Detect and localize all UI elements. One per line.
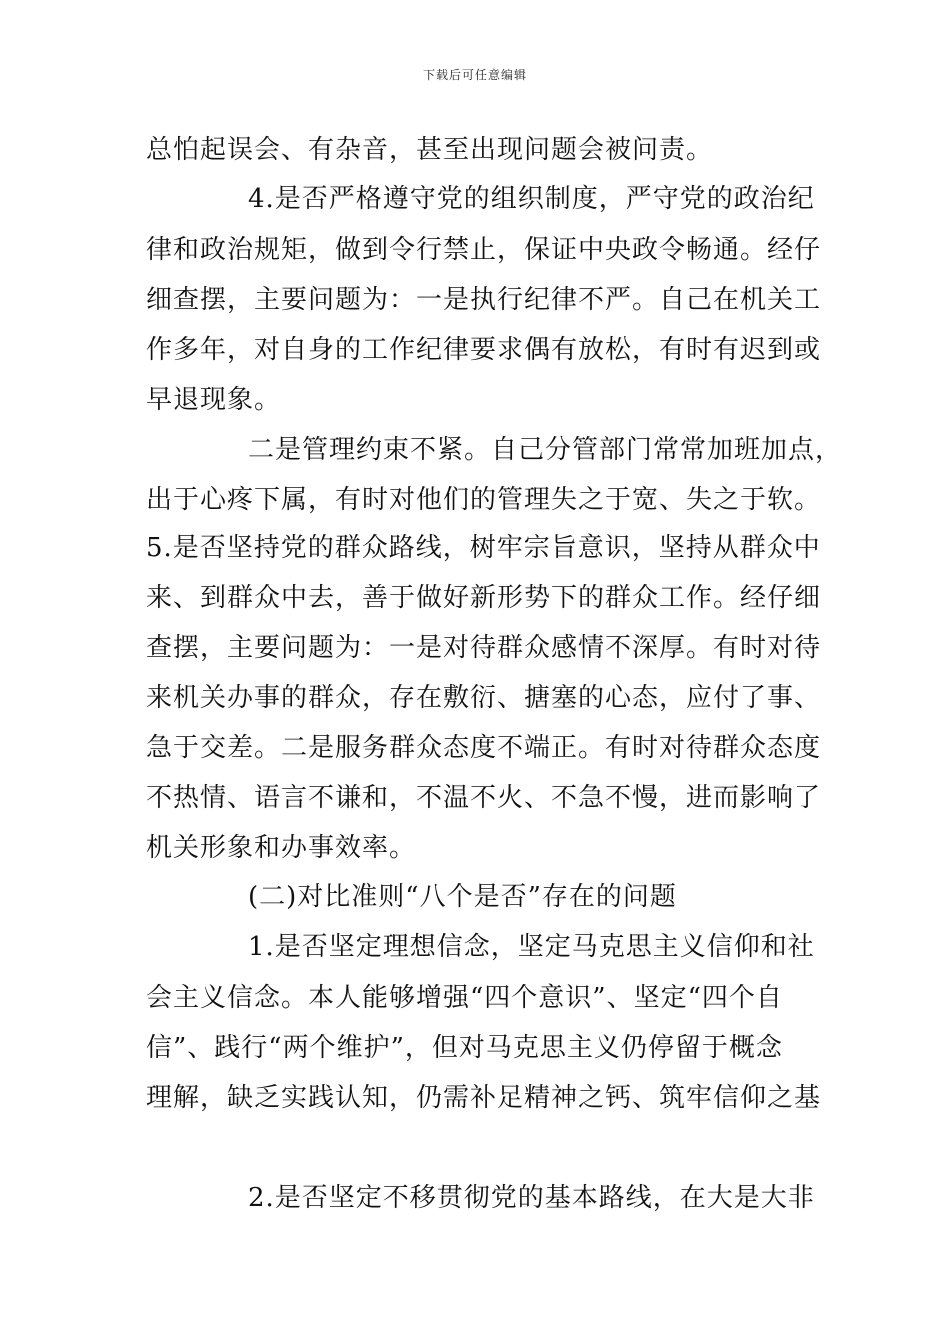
body-line: 查摆，主要问题为：一是对待群众感情不深厚。有时对待	[146, 633, 822, 663]
body-line: 2.是否坚定不移贯彻党的基本路线，在大是大非	[248, 1183, 815, 1213]
body-line: 5.是否坚持党的群众路线，树牢宗旨意识，坚持从群众中	[146, 533, 821, 563]
body-line: 急于交差。二是服务群众态度不端正。有时对待群众态度	[146, 733, 822, 763]
body-line: 出于心疼下属，有时对他们的管理失之于宽、失之于软。	[146, 485, 822, 515]
body-line: 不热情、语言不谦和，不温不火、不急不慢，进而影响了	[146, 783, 822, 813]
body-line: 早退现象。	[146, 385, 282, 415]
header-note: 下载后可任意编辑	[422, 68, 527, 82]
body-line: 1.是否坚定理想信念，坚定马克思主义信仰和社	[248, 932, 815, 962]
body-line: 律和政治规矩，做到令行禁止，保证中央政令畅通。经仔	[146, 235, 822, 265]
body-line: 来机关办事的群众，存在敷衍、搪塞的心态，应付了事、	[146, 683, 822, 713]
body-line: 总怕起误会、有杂音，甚至出现问题会被问责。	[146, 135, 714, 165]
body-line: 信”、践行“两个维护”，但对马克思主义仍停留于概念	[146, 1033, 783, 1063]
body-line: 机关形象和办事效率。	[146, 833, 417, 863]
body-line: 4.是否严格遵守党的组织制度，严守党的政治纪	[248, 184, 815, 214]
body-line: 二是管理约束不紧。自己分管部门常常加班加点，	[248, 435, 843, 465]
body-line: 理解，缺乏实践认知，仍需补足精神之钙、筑牢信仰之基	[146, 1083, 822, 1113]
body-line: 作多年，对自身的工作纪律要求偶有放松，有时有迟到或	[146, 335, 822, 365]
body-line: 来、到群众中去，善于做好新形势下的群众工作。经仔细	[146, 583, 822, 613]
section-heading: (二)对比准则“八个是否”存在的问题	[248, 882, 677, 912]
body-line: 细查摆，主要问题为：一是执行纪律不严。自己在机关工	[146, 285, 822, 315]
body-line: 会主义信念。本人能够增强“四个意识”、坚定“四个自	[146, 983, 783, 1013]
